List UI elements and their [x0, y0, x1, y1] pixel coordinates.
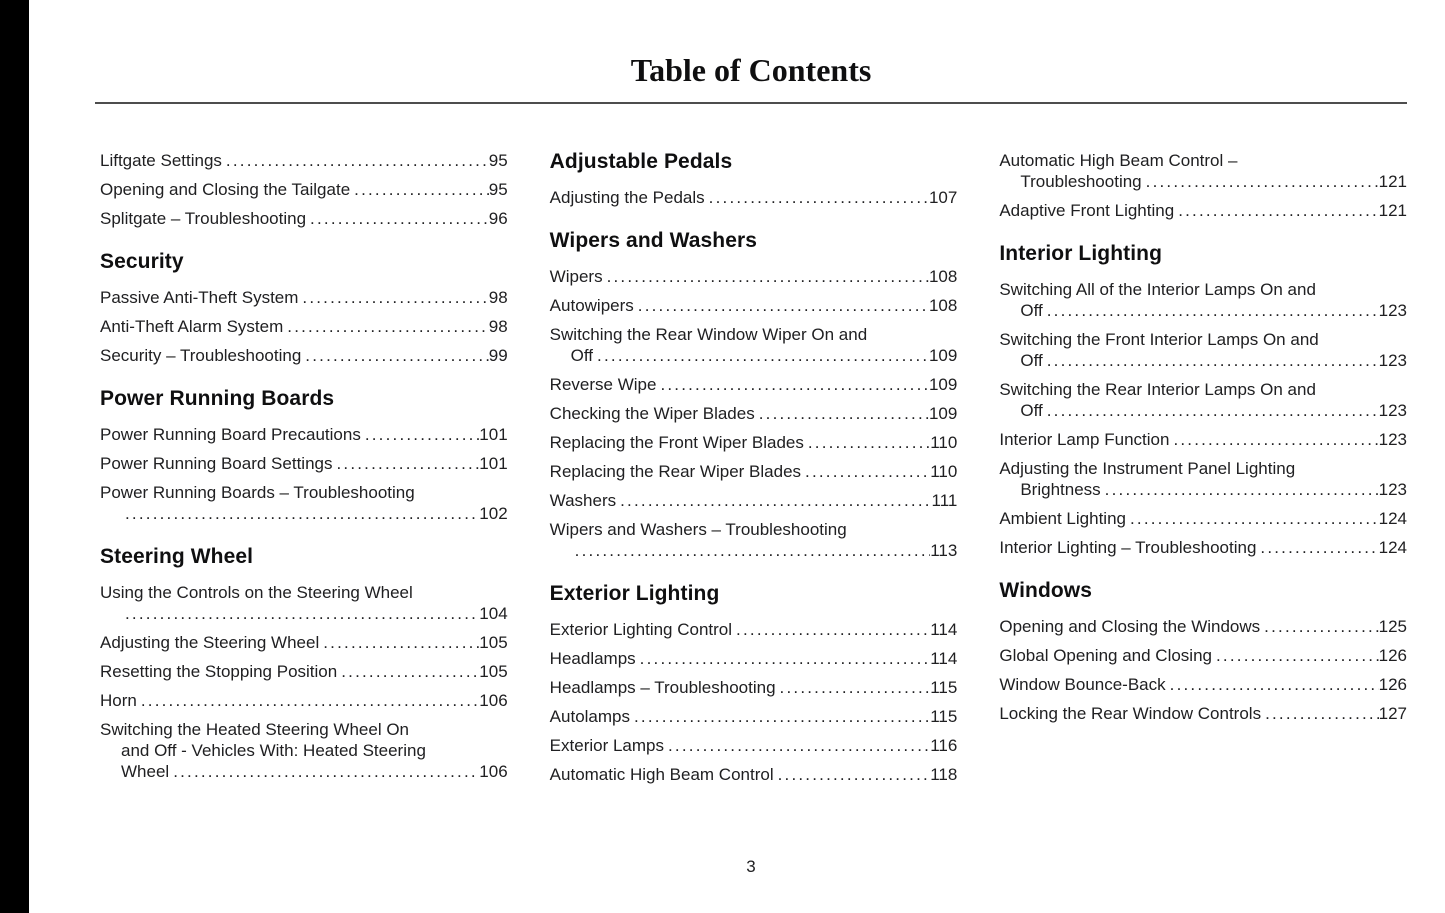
toc-entry	[100, 287, 508, 308]
entry-text-line: Wipers and Washers – Troubleshooting	[549, 520, 847, 539]
toc-entry	[100, 424, 508, 445]
entry-page-number: 105	[479, 633, 508, 652]
entry-leader-line	[100, 690, 508, 711]
entry-page-number: 99	[488, 346, 508, 365]
leader-dots	[630, 706, 930, 727]
section-heading: Windows	[999, 579, 1093, 602]
entry-leader-line	[999, 703, 1407, 724]
leader-dots	[1142, 171, 1379, 192]
entry-label: Opening and Closing the Tailgate	[100, 180, 351, 199]
entry-page-number: 126	[1378, 675, 1408, 694]
toc-entry	[550, 764, 958, 785]
entry-leader-line	[100, 761, 508, 782]
entry-label: Horn	[100, 691, 137, 710]
entry-label: Troubleshooting	[1020, 172, 1142, 191]
entry-page-number: 115	[930, 707, 958, 726]
entry-label: Off	[1020, 301, 1043, 320]
entry-leader-line	[100, 603, 508, 624]
entry-leader-line	[999, 429, 1407, 450]
toc-entry	[999, 645, 1407, 666]
entry-page-number: 96	[488, 209, 508, 228]
entry-label: Off	[1020, 351, 1043, 370]
entry-leader-line	[100, 424, 508, 445]
toc-entry	[100, 582, 508, 624]
toc-entry	[550, 648, 958, 669]
entry-label: Headlamps	[549, 649, 636, 668]
leader-dots	[656, 374, 929, 395]
toc-entry	[999, 703, 1407, 724]
entry-label: Off	[570, 346, 594, 365]
left-edge-black-bar	[0, 0, 29, 913]
toc-entry	[550, 266, 958, 287]
toc-entry	[999, 429, 1407, 450]
entry-label: Interior Lamp Function	[999, 430, 1170, 449]
entry-page-number: 111	[931, 491, 958, 510]
toc-entry	[100, 179, 508, 200]
entry-leader-line	[999, 350, 1407, 371]
entry-label: Splitgate – Troubleshooting	[100, 209, 307, 228]
entry-page-number: 123	[1378, 430, 1408, 449]
entry-page-number: 123	[1378, 480, 1408, 499]
toc-entry	[550, 706, 958, 727]
entry-leader-line	[550, 461, 958, 482]
entry-page-number: 113	[930, 541, 958, 560]
toc-entry	[999, 616, 1407, 637]
entry-page-number: 109	[928, 375, 958, 394]
leader-dots	[593, 345, 929, 366]
toc-entry	[999, 674, 1407, 695]
toc-entry	[100, 632, 508, 653]
entry-label: Adaptive Front Lighting	[999, 201, 1175, 220]
leader-dots	[636, 648, 931, 669]
entry-leader-line	[999, 674, 1407, 695]
entry-leader-line	[999, 645, 1407, 666]
entry-leader-line	[100, 150, 508, 171]
toc-entry	[100, 661, 508, 682]
entry-label: Global Opening and Closing	[999, 646, 1212, 665]
leader-dots	[137, 690, 479, 711]
entry-text-line: Using the Controls on the Steering Wheel	[100, 583, 413, 602]
toc-entry	[999, 150, 1407, 192]
entry-leader-line	[550, 540, 958, 561]
entry-label: Opening and Closing the Windows	[999, 617, 1261, 636]
entry-page-number: 125	[1378, 617, 1408, 636]
toc-entry	[100, 150, 508, 171]
leader-dots	[705, 187, 929, 208]
leader-dots	[350, 179, 489, 200]
leader-dots	[1212, 645, 1379, 666]
leader-dots	[1169, 429, 1378, 450]
entry-page-number: 124	[1378, 538, 1408, 557]
page-number: 3	[746, 857, 756, 876]
entry-page-number: 95	[488, 180, 508, 199]
entry-label: Window Bounce-Back	[999, 675, 1166, 694]
entry-leader-line	[999, 300, 1407, 321]
leader-dots	[1043, 300, 1379, 321]
entry-leader-line	[100, 661, 508, 682]
entry-text-line: Power Running Boards – Troubleshooting	[100, 483, 415, 502]
toc-entry	[999, 329, 1407, 371]
entry-leader-line	[999, 479, 1407, 500]
leader-dots	[804, 432, 930, 453]
entry-leader-line	[550, 735, 958, 756]
toc-entry	[999, 200, 1407, 221]
toc-columns	[95, 150, 1407, 793]
entry-page-number: 106	[479, 691, 508, 710]
toc-entry	[550, 677, 958, 698]
toc-entry	[550, 403, 958, 424]
entry-label: Headlamps – Troubleshooting	[549, 678, 776, 697]
entry-label: Autowipers	[549, 296, 634, 315]
entry-text-line: Adjusting the Instrument Panel Lighting	[999, 459, 1296, 478]
entry-leader-line	[550, 374, 958, 395]
leader-dots	[332, 453, 479, 474]
toc-entry	[999, 537, 1407, 558]
entry-leader-line	[550, 490, 958, 511]
toc-entry	[100, 482, 508, 524]
leader-dots	[616, 490, 931, 511]
entry-page-number: 124	[1378, 509, 1408, 528]
entry-label: Checking the Wiper Blades	[549, 404, 755, 423]
entry-page-number: 107	[928, 188, 958, 207]
entry-page-number: 108	[928, 296, 958, 315]
toc-column	[550, 150, 958, 793]
entry-label: Replacing the Rear Wiper Blades	[549, 462, 802, 481]
entry-page-number: 123	[1378, 401, 1408, 420]
entry-text-line: Switching the Rear Window Wiper On and	[549, 325, 868, 344]
entry-label: Interior Lighting – Troubleshooting	[999, 538, 1257, 557]
entry-label: Off	[1020, 401, 1043, 420]
toc-section	[550, 229, 958, 561]
entry-leader-line	[999, 508, 1407, 529]
entry-leader-line	[550, 432, 958, 453]
entry-leader-line	[550, 648, 958, 669]
entry-leader-line	[550, 187, 958, 208]
toc-section	[100, 250, 508, 366]
leader-dots	[732, 619, 930, 640]
entry-page-number: 102	[479, 504, 508, 523]
entry-label: Exterior Lamps	[549, 736, 664, 755]
section-heading: Power Running Boards	[100, 387, 335, 410]
leader-dots	[298, 287, 488, 308]
leader-dots	[319, 632, 479, 653]
toc-section	[100, 150, 508, 229]
entry-leader-line	[100, 179, 508, 200]
entry-label: Washers	[549, 491, 617, 510]
toc-column	[100, 150, 508, 793]
entry-page-number: 127	[1378, 704, 1408, 723]
leader-dots	[1256, 537, 1378, 558]
leader-dots	[774, 764, 931, 785]
toc-entry	[550, 519, 958, 561]
entry-leader-line	[100, 316, 508, 337]
entry-text-line: and Off - Vehicles With: Heated Steering	[121, 741, 426, 760]
section-heading: Security	[100, 250, 184, 273]
entry-label: Autolamps	[549, 707, 630, 726]
entry-leader-line	[550, 266, 958, 287]
entry-label: Replacing the Front Wiper Blades	[549, 433, 804, 452]
toc-section	[100, 545, 508, 782]
entry-page-number: 121	[1378, 201, 1408, 220]
section-heading: Adjustable Pedals	[549, 150, 733, 173]
title-divider	[95, 102, 1407, 104]
entry-label: Locking the Rear Window Controls	[999, 704, 1262, 723]
entry-text-line: Switching the Heated Steering Wheel On	[100, 720, 410, 739]
entry-page-number: 114	[930, 620, 958, 639]
entry-page-number: 116	[930, 736, 958, 755]
entry-text-line: Switching All of the Interior Lamps On and	[999, 280, 1316, 299]
leader-dots	[1043, 350, 1379, 371]
entry-page-number: 110	[930, 433, 958, 452]
leader-dots	[776, 677, 931, 698]
toc-page	[95, 0, 1407, 913]
page-title: Table of Contents	[630, 52, 872, 88]
toc-column	[999, 150, 1407, 793]
entry-label: Automatic High Beam Control	[549, 765, 774, 784]
entry-label: Power Running Board Settings	[100, 454, 333, 473]
toc-entry	[550, 187, 958, 208]
leader-dots	[1261, 703, 1379, 724]
entry-leader-line	[999, 616, 1407, 637]
entry-label: Liftgate Settings	[100, 151, 222, 170]
leader-dots	[301, 345, 488, 366]
entry-leader-line	[100, 453, 508, 474]
leader-dots	[571, 540, 931, 561]
entry-leader-line	[999, 537, 1407, 558]
leader-dots	[1126, 508, 1379, 529]
toc-entry	[550, 374, 958, 395]
toc-entry	[550, 735, 958, 756]
entry-page-number: 109	[928, 346, 958, 365]
toc-entry	[550, 490, 958, 511]
leader-dots	[283, 316, 488, 337]
entry-leader-line	[999, 171, 1407, 192]
entry-leader-line	[550, 677, 958, 698]
leader-dots	[121, 503, 479, 524]
section-heading: Exterior Lighting	[549, 582, 720, 605]
leader-dots	[1043, 400, 1379, 421]
toc-entry	[550, 295, 958, 316]
toc-entry	[999, 279, 1407, 321]
toc-entry	[550, 324, 958, 366]
entry-label: Security – Troubleshooting	[100, 346, 302, 365]
entry-leader-line	[100, 503, 508, 524]
toc-entry	[100, 316, 508, 337]
toc-section	[999, 150, 1407, 221]
entry-leader-line	[999, 400, 1407, 421]
leader-dots	[1174, 200, 1378, 221]
toc-section	[999, 579, 1407, 724]
toc-entry	[550, 619, 958, 640]
entry-label: Ambient Lighting	[999, 509, 1126, 528]
entry-leader-line	[100, 345, 508, 366]
leader-dots	[603, 266, 929, 287]
entry-leader-line	[100, 208, 508, 229]
leader-dots	[1166, 674, 1379, 695]
entry-page-number: 109	[928, 404, 958, 423]
entry-label: Brightness	[1020, 480, 1101, 499]
entry-text-line: Switching the Rear Interior Lamps On and	[999, 380, 1316, 399]
entry-page-number: 121	[1378, 172, 1408, 191]
entry-page-number: 108	[928, 267, 958, 286]
toc-entry	[999, 508, 1407, 529]
toc-entry	[550, 461, 958, 482]
entry-label: Power Running Board Precautions	[100, 425, 361, 444]
leader-dots	[337, 661, 479, 682]
toc-entry	[100, 208, 508, 229]
toc-entry	[100, 453, 508, 474]
leader-dots	[361, 424, 479, 445]
leader-dots	[306, 208, 489, 229]
entry-page-number: 105	[479, 662, 508, 681]
entry-page-number: 114	[930, 649, 958, 668]
leader-dots	[1101, 479, 1379, 500]
entry-page-number: 98	[488, 317, 508, 336]
entry-label: Exterior Lighting Control	[549, 620, 733, 639]
entry-page-number: 110	[930, 462, 958, 481]
toc-entry	[100, 719, 508, 782]
entry-leader-line	[550, 706, 958, 727]
entry-page-number: 123	[1378, 351, 1408, 370]
entry-leader-line	[100, 287, 508, 308]
entry-page-number: 123	[1378, 301, 1408, 320]
section-heading: Wipers and Washers	[549, 229, 758, 252]
entry-label: Wipers	[549, 267, 603, 286]
toc-entry	[550, 432, 958, 453]
toc-section	[999, 242, 1407, 558]
entry-label: Adjusting the Steering Wheel	[100, 633, 320, 652]
toc-entry	[999, 379, 1407, 421]
leader-dots	[801, 461, 930, 482]
leader-dots	[755, 403, 929, 424]
entry-page-number: 126	[1378, 646, 1408, 665]
entry-page-number: 118	[930, 765, 958, 784]
toc-section	[100, 387, 508, 524]
entry-text-line: Switching the Front Interior Lamps On and	[999, 330, 1319, 349]
entry-page-number: 104	[479, 604, 508, 623]
entry-label: Wheel	[121, 762, 170, 781]
leader-dots	[121, 603, 479, 624]
entry-page-number: 101	[479, 425, 508, 444]
entry-leader-line	[999, 200, 1407, 221]
entry-leader-line	[100, 632, 508, 653]
entry-page-number: 106	[479, 762, 508, 781]
entry-page-number: 101	[479, 454, 508, 473]
entry-leader-line	[550, 619, 958, 640]
entry-label: Adjusting the Pedals	[549, 188, 705, 207]
section-heading: Interior Lighting	[999, 242, 1163, 265]
entry-leader-line	[550, 295, 958, 316]
toc-entry	[100, 690, 508, 711]
entry-page-number: 95	[488, 151, 508, 170]
entry-label: Passive Anti-Theft System	[100, 288, 299, 307]
entry-text-line: Automatic High Beam Control –	[999, 151, 1238, 170]
leader-dots	[664, 735, 930, 756]
toc-section	[550, 582, 958, 785]
entry-leader-line	[550, 403, 958, 424]
section-heading: Steering Wheel	[100, 545, 254, 568]
toc-section	[550, 150, 958, 208]
entry-label: Anti-Theft Alarm System	[100, 317, 284, 336]
entry-leader-line	[550, 764, 958, 785]
leader-dots	[222, 150, 489, 171]
leader-dots	[169, 761, 479, 782]
entry-page-number: 115	[930, 678, 958, 697]
toc-entry	[999, 458, 1407, 500]
leader-dots	[1260, 616, 1378, 637]
leader-dots	[634, 295, 929, 316]
toc-entry	[100, 345, 508, 366]
entry-leader-line	[550, 345, 958, 366]
entry-label: Resetting the Stopping Position	[100, 662, 338, 681]
entry-label: Reverse Wipe	[549, 375, 657, 394]
entry-page-number: 98	[488, 288, 508, 307]
